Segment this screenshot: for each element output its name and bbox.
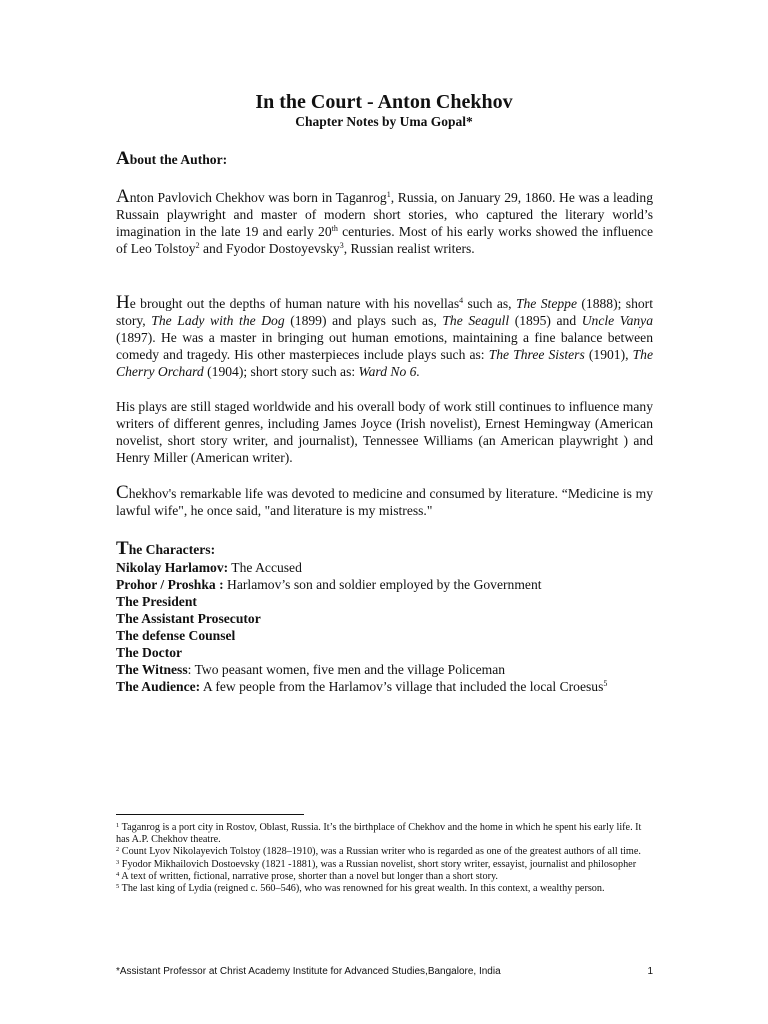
page-subtitle: Chapter Notes by Uma Gopal* [295, 114, 473, 129]
character-item: The Witness: Two peasant women, five men and the village Policeman [116, 662, 506, 677]
character-item: The President [116, 594, 197, 609]
footnote: $^4$ A text of written, fictional, narrative prose, shorter than a novel but longer than a short story. [116, 870, 498, 882]
footnotes [116, 822, 646, 895]
character-item: Nikolay Harlamov: The Accused [116, 560, 302, 575]
about-paragraph-4: Chekhov's remarkable life was devoted to medicine and consumed by literature. “Medicine is my lawful wife", he once said, "and literature is my mistress." [116, 482, 653, 518]
footnote-ref-1: 1 [386, 190, 391, 199]
footnote-separator [116, 814, 304, 815]
about-paragraph-1: Anton Pavlovich Chekhov was born in Taganrog$^1$, Russia, on January 29, 1860. He was a leading Russain playwright and master of modern short stories, who captured the literary world’s imagination in the late 19 and early 20th centuries. Most of his early works showed the influence of Leo Tolstoy$^2$ and Fyodor Dostoyevsky$^3$, Russian realist writers. [116, 186, 654, 256]
characters-heading: The Characters: [116, 538, 216, 559]
character-item: Prohor / Proshka : Harlamov’s son and soldier employed by the Government [116, 577, 542, 592]
footnote-ref-2: 2 [195, 241, 200, 250]
about-paragraph-2: He brought out the depths of human nature with his novellas$^4$ such as, The Steppe (1888); short story, The Lady with the Dog (1899) and plays such as, The Seagull (1895) and Uncle Vanya (1897). He was a master in bringing out human emotions, maintaining a fine balance between comedy and tragedy. His other masterpieces include plays such as: The Three Sisters (1901), The Cherry Orchard (1904); short story such as: Ward No 6. [116, 292, 653, 379]
character-item: The defense Counsel [116, 628, 236, 643]
footnote-ref-5: 5 [603, 679, 608, 688]
footnote-ref-3: 3 [339, 241, 344, 250]
footnote: $^2$ Count Lyov Nikolayevich Tolstoy (1828–1910), was a Russian writer who is regarded as one of the greatest authors of all time. [116, 846, 641, 858]
character-item: The Assistant Prosecutor [116, 611, 261, 626]
about-author-heading: About the Author: [116, 148, 228, 169]
character-item-audience: The Audience: A few people from the Harlamov’s village that included the local Croesus$^5$ [116, 679, 608, 694]
author-affiliation: *Assistant Professor at Christ Academy Institute for Advanced Studies,Bangalore, India [116, 966, 501, 977]
footnote: $^1$ Taganrog is a port city in Rostov, Oblast, Russia. It’s the birthplace of Chekhov and the home in which he spent his early life. It has A.P. Chekhov theatre. [116, 822, 642, 846]
about-paragraph-3: His plays are still staged worldwide and his overall body of work still continues to influence many writers of different genres, including James Joyce (Irish novelist), Ernest Hemingway (American novelist, short story writer, and journalist), Tennessee Williams (an American playwright ) and Henry Miller (American writer). [116, 399, 653, 465]
footnote-ref-4: 4 [459, 296, 464, 305]
characters-list [116, 559, 653, 695]
character-item: The Doctor [116, 645, 183, 660]
page-number: 1 [647, 966, 653, 977]
page-footer [116, 966, 653, 978]
footnote: $^3$ Fyodor Mikhailovich Dostoevsky (1821 -1881), was a Russian novelist, short story writer, essayist, journalist and philosopher [116, 858, 637, 870]
footnote: $^5$ The last king of Lydia (reigned c. 560–546), who was renowned for his great wealth. In this context, a wealthy person. [116, 883, 605, 895]
page-title: In the Court - Anton Chekhov [255, 91, 513, 113]
